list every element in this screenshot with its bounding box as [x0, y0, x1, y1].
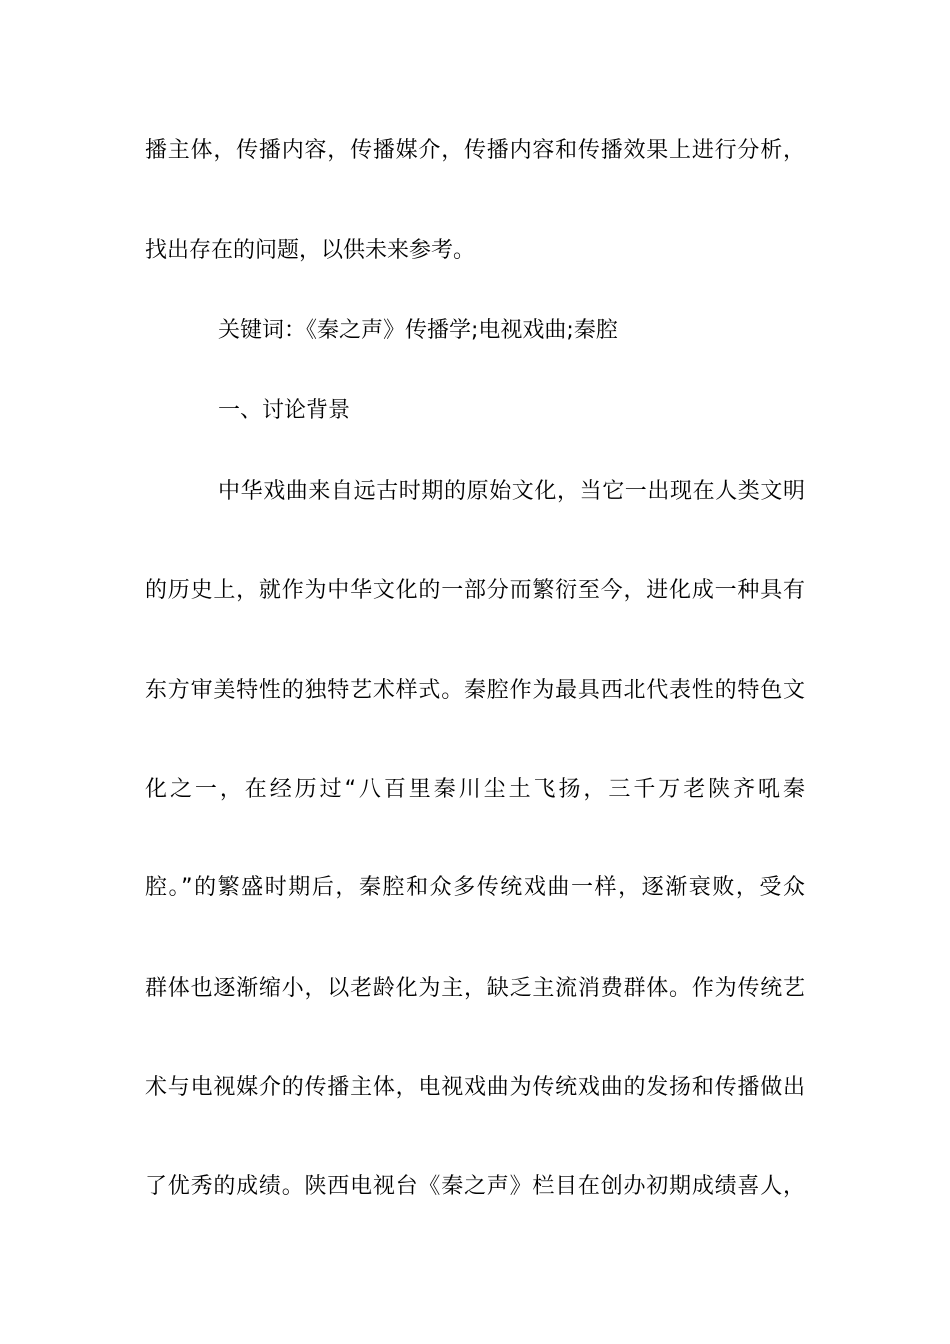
- paragraph-line: 化之一，在经历过“八百里秦川尘土飞扬，三千万老陕齐吼秦: [145, 777, 805, 802]
- paragraph-line: 东方审美特性的独特艺术样式。秦腔作为最具西北代表性的特色文: [145, 678, 805, 703]
- paragraph-line: 了优秀的成绩。陕西电视台《秦之声》栏目在创办初期成绩喜人，: [145, 1174, 805, 1199]
- body-text-line: 播主体，传播内容，传播媒介，传播内容和传播效果上进行分析，: [145, 138, 805, 163]
- section-heading: 一、讨论背景: [218, 398, 351, 423]
- paragraph-line: 中华戏曲来自远古时期的原始文化，当它一出现在人类文明: [218, 479, 805, 504]
- body-text-line: 找出存在的问题，以供未来参考。: [145, 238, 476, 263]
- paragraph-line: 腔。”的繁盛时期后，秦腔和众多传统戏曲一样，逐渐衰败，受众: [145, 875, 805, 900]
- paragraph-line: 的历史上，就作为中华文化的一部分而繁衍至今，进化成一种具有: [145, 578, 805, 603]
- paragraph-line: 术与电视媒介的传播主体，电视戏曲为传统戏曲的发扬和传播做出: [145, 1075, 805, 1100]
- keywords-line: 关键词：《秦之声》传播学;电视戏曲;秦腔: [218, 318, 618, 343]
- paragraph-line: 群体也逐渐缩小，以老龄化为主，缺乏主流消费群体。作为传统艺: [145, 976, 805, 1001]
